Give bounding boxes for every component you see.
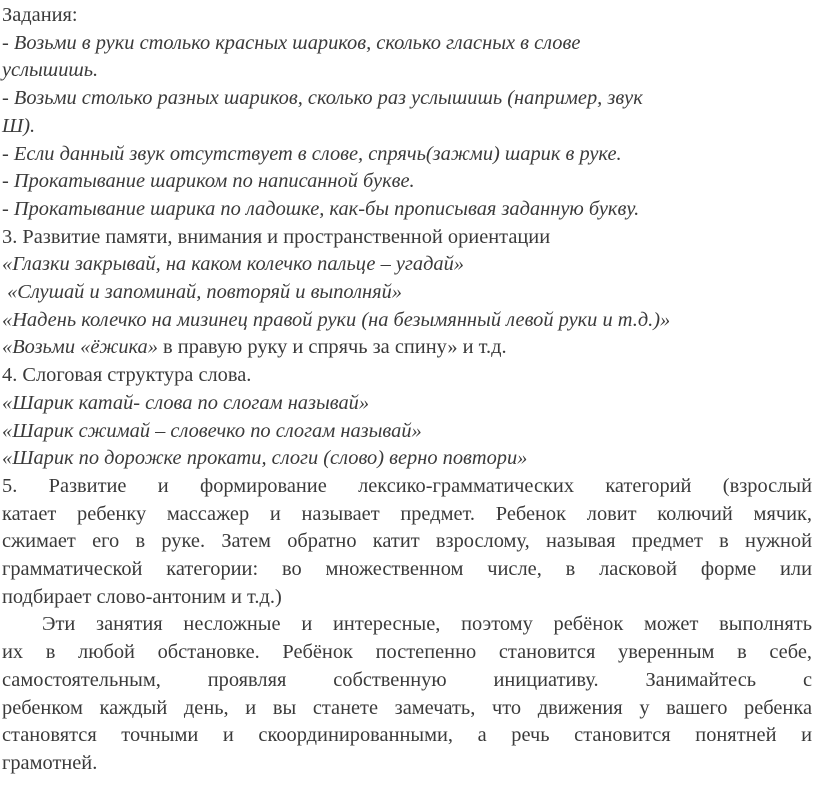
section-3-game-1: «Глазки закрывай, на каком колечко пальце – угадай»	[2, 253, 464, 276]
task-5: - Прокатывание шарика по ладошке, как-бы прописывая заданную букву.	[2, 197, 640, 220]
conclusion-line-6: грамотней.	[2, 751, 98, 774]
task-1-line-2: услышишь.	[2, 59, 99, 82]
section-5-line-3: сжимает его в руке. Затем обратно катит взрослому, называя предмет в нужной	[2, 530, 812, 553]
section-4-game-1: «Шарик катай- слова по слогам называй»	[2, 391, 370, 414]
section-3-game-3: «Надень колечко на мизинец правой руки (на безымянный левой руки и т.д.)»	[2, 308, 671, 331]
task-4: - Прокатывание шариком по написанной букве.	[2, 170, 415, 193]
section-3-game-2: «Слушай и запоминай, повторяй и выполняй»	[2, 281, 402, 304]
section-4-game-2: «Шарик сжимай – словечко по слогам называй»	[2, 419, 422, 442]
section-5-line-2: катает ребенку массажер и называет предмет. Ребенок ловит колючий мячик,	[2, 502, 812, 525]
section-4-game-3: «Шарик по дорожке прокати, слоги (слово) верно повтори»	[2, 447, 528, 470]
conclusion-line-3: самостоятельным, проявляя собственную инициативу. Занимайтесь с	[2, 668, 812, 691]
section-4-title: 4. Слоговая структура слова.	[2, 364, 252, 387]
section-3-title: 3. Развитие памяти, внимания и пространственной ориентации	[2, 225, 551, 248]
conclusion-line-4: ребенком каждый день, и вы станете замечать, что движения у вашего ребенка	[2, 696, 812, 719]
task-3: - Если данный звук отсутствует в слове, спрячь(зажми) шарик в руке.	[2, 142, 622, 165]
task-1-line-1: - Возьми в руки столько красных шариков, сколько гласных в слове	[2, 31, 581, 54]
section-5-line-1: 5. Развитие и формирование лексико-грамматических категорий (взрослый	[2, 474, 812, 497]
conclusion-line-1: Эти занятия несложные и интересные, поэтому ребёнок может выполнять	[42, 613, 812, 636]
tasks-heading: Задания:	[2, 4, 78, 26]
conclusion-line-5: становятся точными и скоординированными, а речь становится понятней и	[2, 724, 812, 747]
section-3-game-4	[2, 334, 812, 362]
section-3-game-4-rest: в правую руку и спрячь за спину» и т.д.	[157, 336, 507, 359]
task-2-line-1: - Возьми столько разных шариков, сколько раз услышишь (например, звук	[2, 87, 643, 110]
section-5-line-4: грамматической категории: во множественном числе, в ласковой форме или	[2, 558, 812, 581]
section-3-game-4-italic: «Возьми «ёжика»	[2, 336, 158, 359]
conclusion-line-2: их в любой обстановке. Ребёнок постепенно становится уверенным в себе,	[2, 641, 812, 664]
task-2-line-2: Ш).	[2, 114, 36, 137]
section-5-line-5: подбирает слово-антоним и т.д.)	[2, 585, 282, 608]
